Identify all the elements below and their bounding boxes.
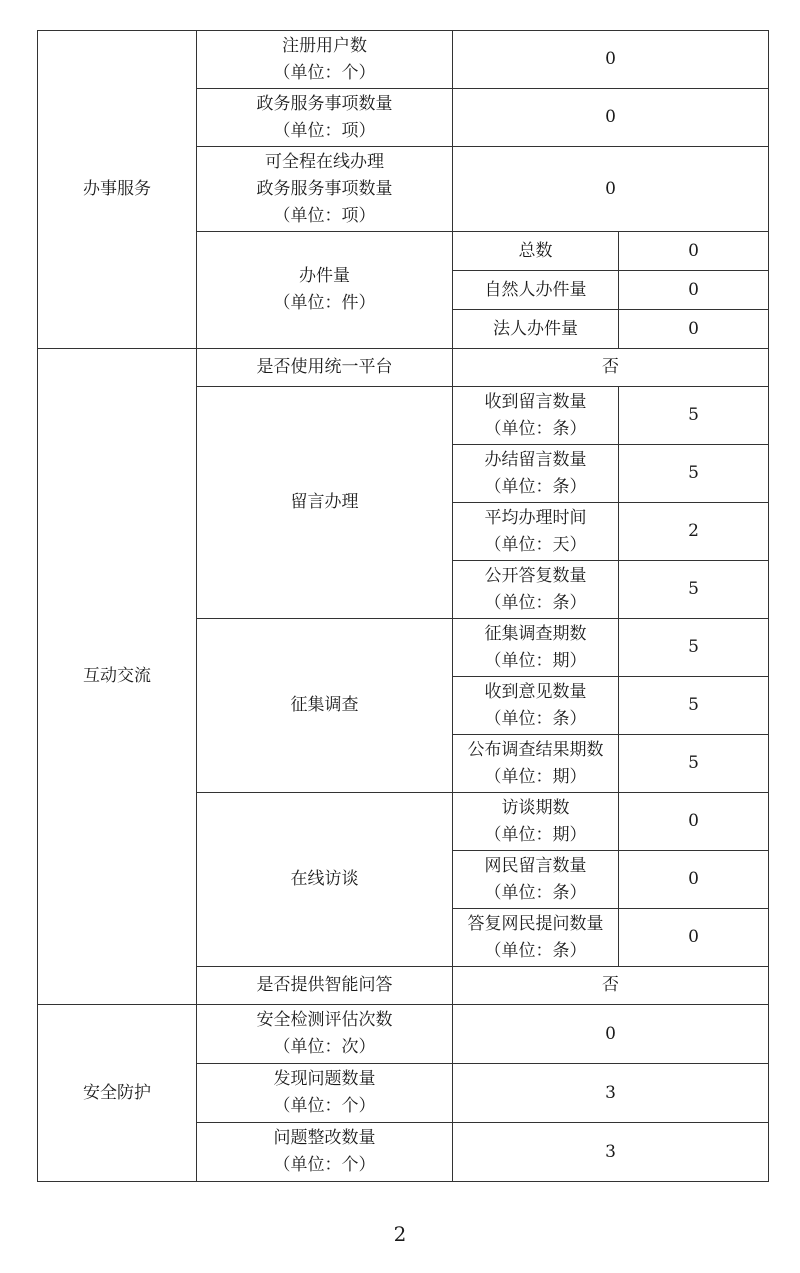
sub-indicator-message: 收到留言数量 （单位：条）	[453, 387, 619, 445]
value-interview: 0	[619, 909, 769, 967]
sub-indicator-natural-person: 自然人办件量	[453, 271, 619, 310]
indicator-service-items: 政务服务事项数量 （单位：项）	[197, 89, 453, 147]
value-message: 2	[619, 503, 769, 561]
report-table	[37, 30, 769, 1182]
value-security: 3	[453, 1064, 769, 1123]
indicator-security: 发现问题数量 （单位：个）	[197, 1064, 453, 1123]
sub-indicator-message: 平均办理时间 （单位：天）	[453, 503, 619, 561]
sub-indicator-message: 办结留言数量 （单位：条）	[453, 445, 619, 503]
sub-indicator-total: 总数	[453, 232, 619, 271]
indicator-survey: 征集调查	[197, 619, 453, 793]
indicator-registered-users: 注册用户数 （单位：个）	[197, 31, 453, 89]
sub-indicator-interview: 答复网民提问数量 （单位：条）	[453, 909, 619, 967]
value-message: 5	[619, 445, 769, 503]
indicator-unified-platform: 是否使用统一平台	[197, 349, 453, 387]
sub-indicator-survey: 征集调查期数 （单位：期）	[453, 619, 619, 677]
sub-indicator-interview: 访谈期数 （单位：期）	[453, 793, 619, 851]
sub-indicator-survey: 公布调查结果期数 （单位：期）	[453, 735, 619, 793]
value-security: 3	[453, 1123, 769, 1182]
value-natural-person: 0	[619, 271, 769, 310]
indicator-volume: 办件量 （单位：件）	[197, 232, 453, 349]
table-row	[38, 1005, 769, 1064]
table-row	[38, 31, 769, 89]
sub-indicator-interview: 网民留言数量 （单位：条）	[453, 851, 619, 909]
value-survey: 5	[619, 677, 769, 735]
value-interview: 0	[619, 851, 769, 909]
indicator-interview: 在线访谈	[197, 793, 453, 967]
category-interaction: 互动交流	[38, 349, 197, 1005]
indicator-smart-qa: 是否提供智能问答	[197, 967, 453, 1005]
value-smart-qa: 否	[453, 967, 769, 1005]
table-row	[38, 349, 769, 387]
value-message: 5	[619, 387, 769, 445]
value-total: 0	[619, 232, 769, 271]
indicator-online-items: 可全程在线办理 政务服务事项数量 （单位：项）	[197, 147, 453, 232]
category-security: 安全防护	[38, 1005, 197, 1182]
value-interview: 0	[619, 793, 769, 851]
indicator-security: 问题整改数量 （单位：个）	[197, 1123, 453, 1182]
value-survey: 5	[619, 619, 769, 677]
sub-indicator-survey: 收到意见数量 （单位：条）	[453, 677, 619, 735]
value-unified-platform: 否	[453, 349, 769, 387]
value-registered-users: 0	[453, 31, 769, 89]
category-service: 办事服务	[38, 31, 197, 349]
sub-indicator-message: 公开答复数量 （单位：条）	[453, 561, 619, 619]
value-legal-person: 0	[619, 310, 769, 349]
page-number: 2	[393, 1222, 407, 1246]
sub-indicator-legal-person: 法人办件量	[453, 310, 619, 349]
value-service-items: 0	[453, 89, 769, 147]
indicator-security: 安全检测评估次数 （单位：次）	[197, 1005, 453, 1064]
value-online-items: 0	[453, 147, 769, 232]
value-survey: 5	[619, 735, 769, 793]
value-message: 5	[619, 561, 769, 619]
indicator-messages: 留言办理	[197, 387, 453, 619]
value-security: 0	[453, 1005, 769, 1064]
